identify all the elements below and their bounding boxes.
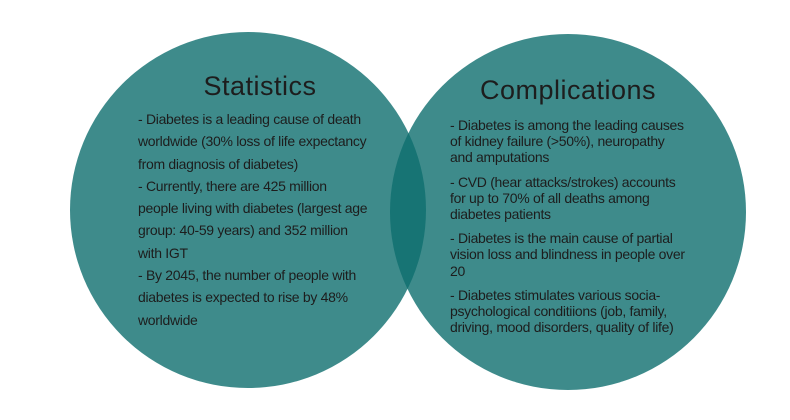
text-line: - CVD (hear attacks/strokes) accounts xyxy=(450,173,676,190)
bullet-paragraph xyxy=(450,230,730,279)
text-line: - Diabetes is the main cause of partial xyxy=(450,230,673,247)
text-line: and amputations xyxy=(450,149,550,166)
text-line: - By 2045, the number of people with xyxy=(138,267,357,284)
text-line: worldwide (30% loss of life expectancy xyxy=(138,133,367,150)
bullet-paragraph xyxy=(450,174,730,223)
text-line: psychological conditiions (job, family, xyxy=(450,303,667,320)
text-line: - Currently, there are 425 million xyxy=(138,177,327,194)
text-line: with IGT xyxy=(138,244,188,261)
text-line: 20 xyxy=(450,262,465,279)
complications-title: Complications xyxy=(479,75,657,105)
bullet-paragraph xyxy=(450,287,730,336)
statistics-text xyxy=(138,108,408,331)
text-line: group: 40-59 years) and 352 million xyxy=(138,222,348,239)
text-line: diabetes patients xyxy=(450,206,551,223)
text-line: - Diabetes is a leading cause of death xyxy=(138,111,361,127)
text-line: driving, mood disorders, quality of life) xyxy=(450,319,674,336)
bullet-paragraph xyxy=(450,117,730,166)
text-line: diabetes is expected to rise by 48% xyxy=(138,289,348,306)
statistics-title: Statistics xyxy=(203,71,317,101)
text-line: from diagnosis of diabetes) xyxy=(138,155,298,172)
text-line: vision loss and blindness in people over xyxy=(450,246,685,263)
text-line: - Diabetes stimulates various socia- xyxy=(450,286,661,303)
text-line: - Diabetes is among the leading causes xyxy=(450,117,684,133)
text-line: worldwide xyxy=(138,311,198,328)
text-line: people living with diabetes (largest age xyxy=(138,200,368,217)
text-line: of kidney failure (>50%), neuropathy xyxy=(450,133,665,150)
text-line: for up to 70% of all deaths among xyxy=(450,189,650,206)
complications-text xyxy=(450,117,730,335)
